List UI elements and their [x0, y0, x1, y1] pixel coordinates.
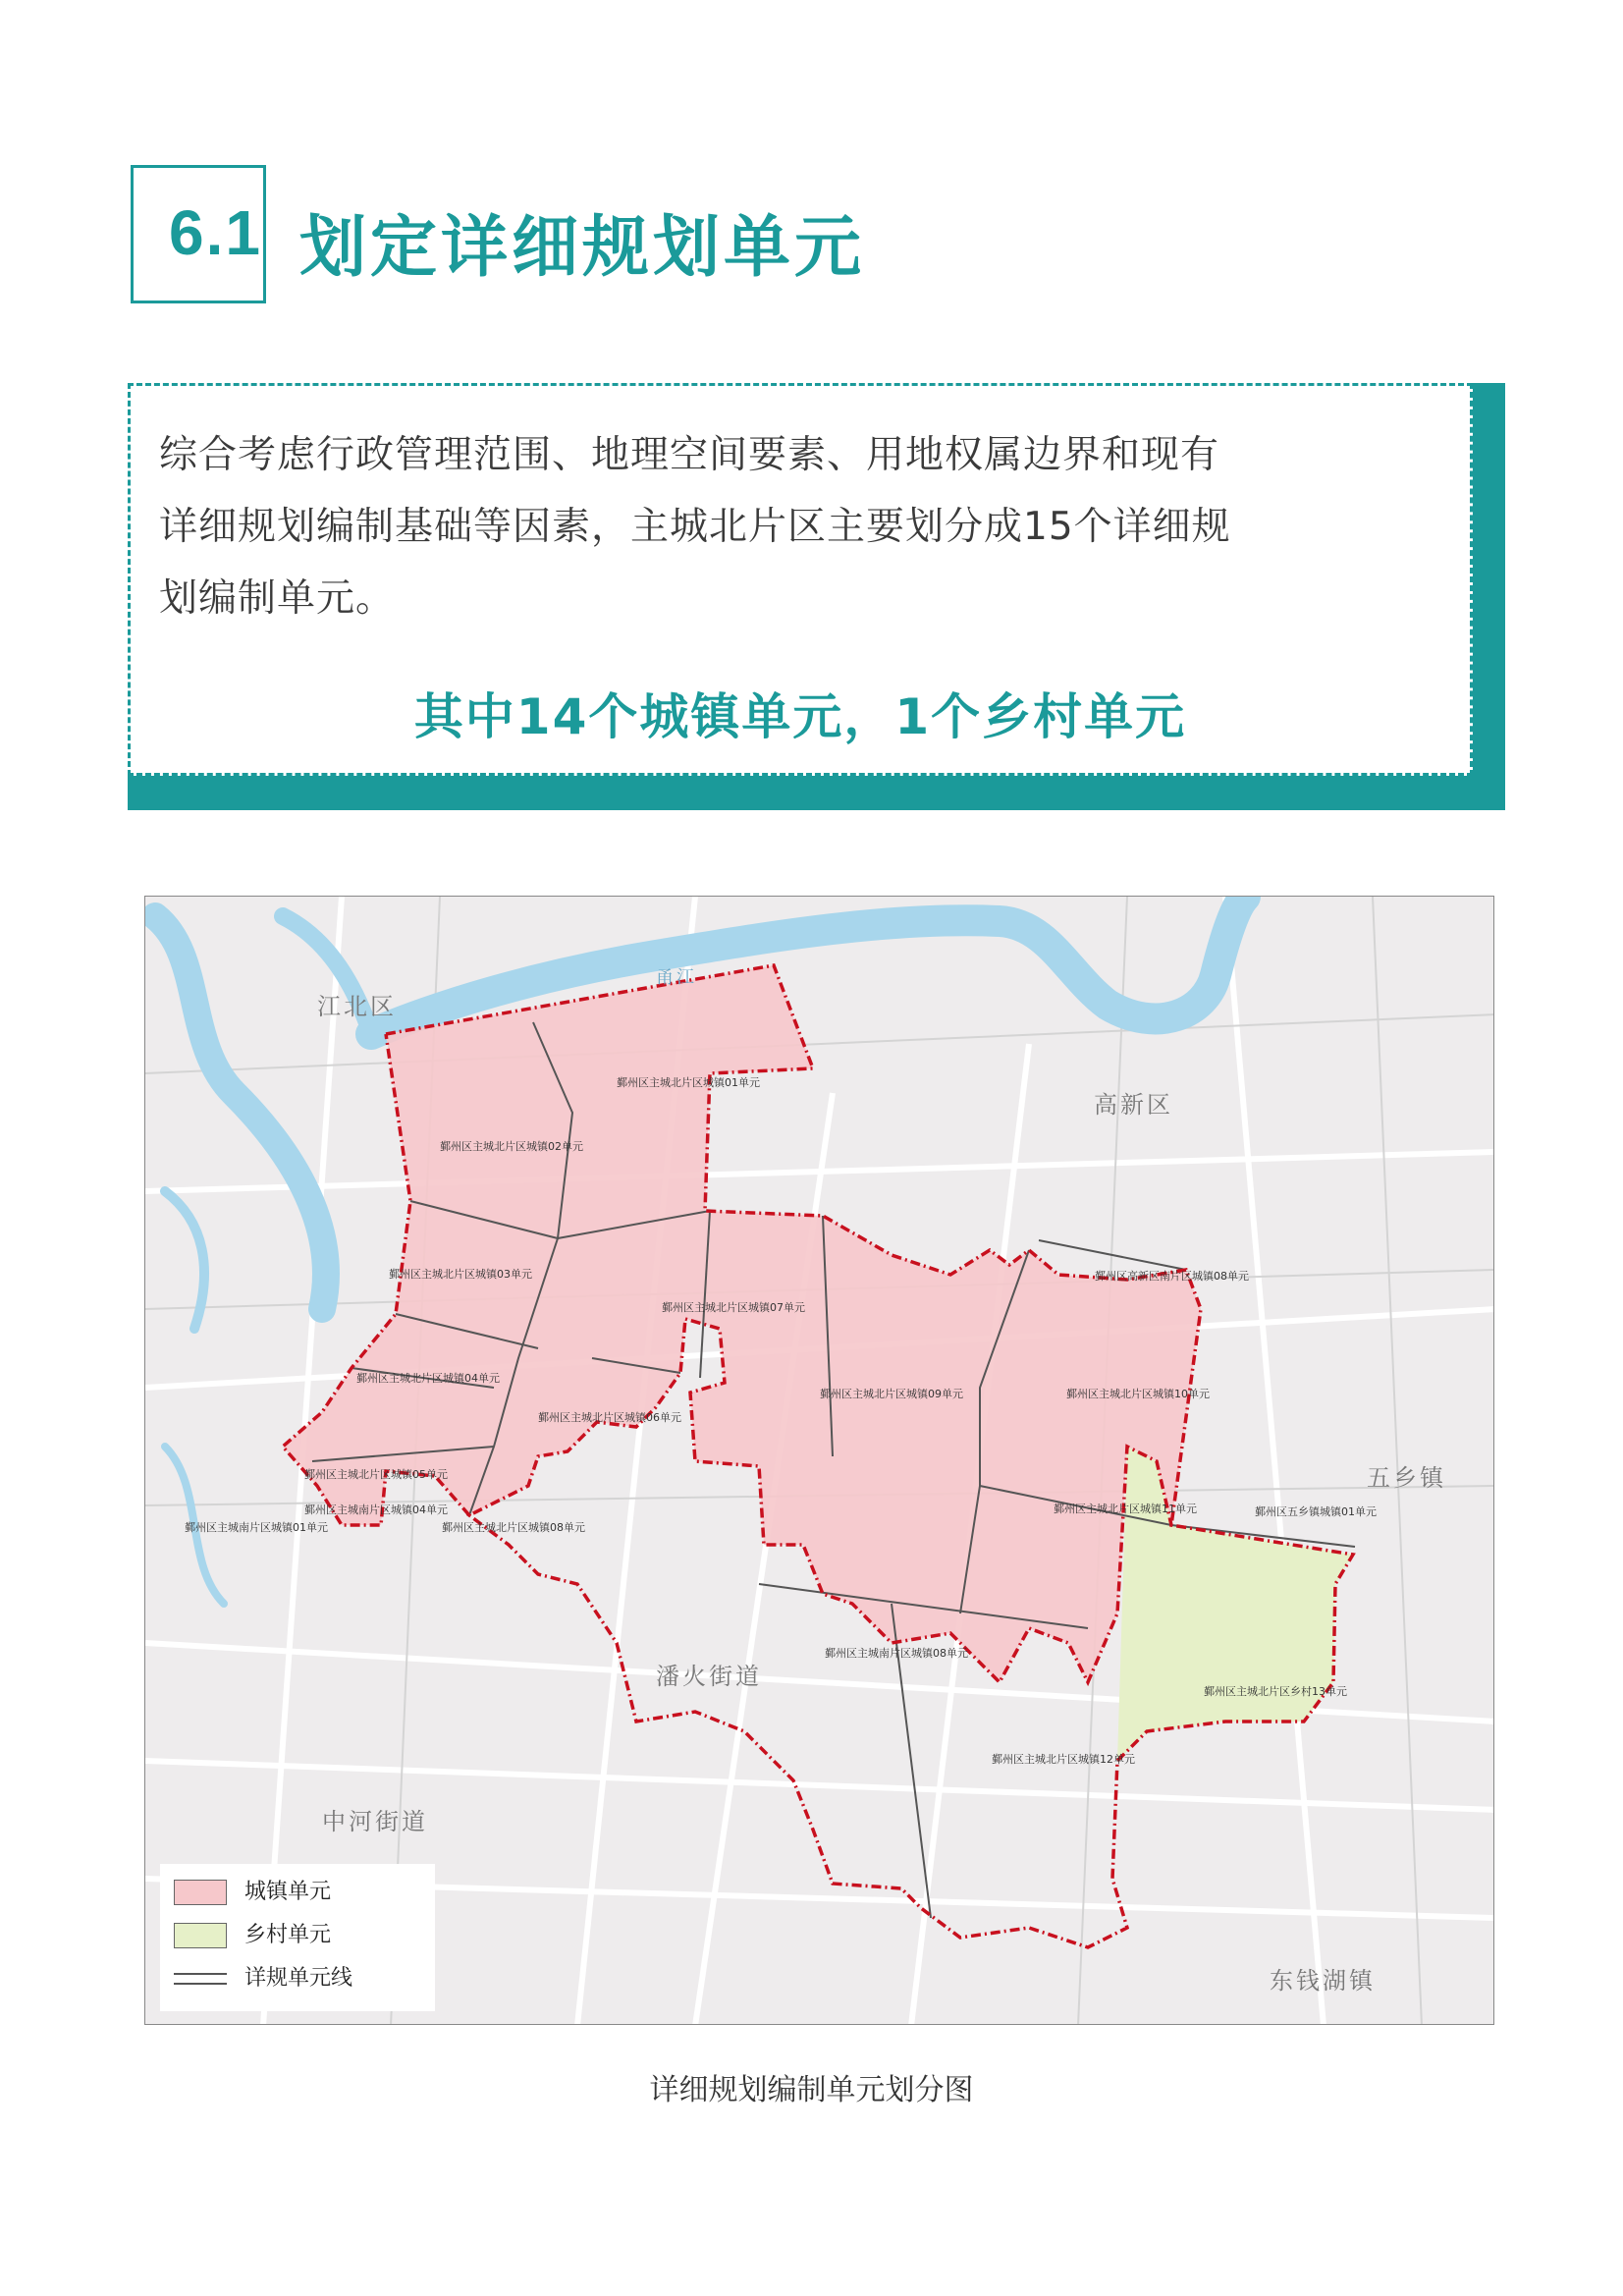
- summary-highlight: 其中14个城镇单元，1个乡村单元: [413, 688, 1187, 745]
- section-title: 划定详细规划单元: [299, 209, 866, 287]
- unit-label: 鄞州区五乡镇城镇01单元: [1255, 1505, 1377, 1518]
- unit-label: 鄞州区主城北片区乡村13单元: [1204, 1685, 1347, 1698]
- unit-label: 鄞州区主城北片区城镇11单元: [1054, 1503, 1197, 1515]
- unit-label: 鄞州区主城南片区城镇04单元: [304, 1503, 448, 1516]
- unit-division-map: [144, 896, 1494, 2025]
- unit-label: 鄞州区主城北片区城镇07单元: [662, 1301, 805, 1314]
- district-label-dongqianhu: 东钱湖镇: [1270, 1967, 1376, 1995]
- legend-label: 城镇单元: [244, 1880, 332, 1904]
- district-label-zhonghe: 中河街道: [322, 1808, 428, 1835]
- unit-label: 鄞州区高新区南片区城镇08单元: [1095, 1270, 1249, 1283]
- summary-line: 综合考虑行政管理范围、地理空间要素、用地权属边界和现有: [159, 433, 1220, 477]
- map-canvas: [145, 897, 1494, 2025]
- district-label-panhuo: 潘火街道: [656, 1663, 762, 1690]
- summary-line: 划编制单元。: [159, 576, 396, 621]
- legend-label: 详规单元线: [244, 1966, 353, 1991]
- map-legend: [160, 1864, 435, 2011]
- unit-label: 鄞州区主城北片区城镇01单元: [617, 1076, 760, 1089]
- unit-label: 鄞州区主城北片区城镇05单元: [304, 1468, 448, 1481]
- section-number: 6.1: [169, 197, 262, 268]
- river-label-yongjiang: 甬江: [656, 967, 697, 988]
- unit-label: 鄞州区主城南片区城镇01单元: [185, 1521, 328, 1534]
- unit-label: 鄞州区主城北片区城镇09单元: [820, 1388, 963, 1400]
- map-caption: 详细规划编制单元划分图: [649, 2073, 974, 2107]
- district-label-wuxiang: 五乡镇: [1367, 1464, 1446, 1492]
- legend-swatch-rural: [174, 1923, 227, 1948]
- summary-text: [159, 419, 1455, 634]
- legend-swatch-unit-line: [174, 1973, 227, 1985]
- unit-label: 鄞州区主城北片区城镇10单元: [1066, 1388, 1210, 1400]
- unit-label: 鄞州区主城北片区城镇02单元: [440, 1140, 583, 1153]
- unit-label: 鄞州区主城北片区城镇06单元: [538, 1411, 681, 1424]
- unit-label: 鄞州区主城北片区城镇04单元: [356, 1372, 500, 1385]
- legend-swatch-urban: [174, 1880, 227, 1905]
- district-label-gaoxin: 高新区: [1094, 1091, 1173, 1119]
- legend-label: 乡村单元: [244, 1923, 332, 1947]
- unit-label: 鄞州区主城南片区城镇08单元: [825, 1647, 968, 1660]
- district-label-jiangbei: 江北区: [317, 993, 397, 1020]
- unit-label: 鄞州区主城北片区城镇12单元: [992, 1753, 1135, 1766]
- summary-line: 详细规划编制基础等因素，主城北片区主要划分成15个详细规: [159, 505, 1231, 549]
- unit-label: 鄞州区主城北片区城镇03单元: [389, 1268, 532, 1281]
- unit-label: 鄞州区主城北片区城镇08单元: [442, 1521, 585, 1534]
